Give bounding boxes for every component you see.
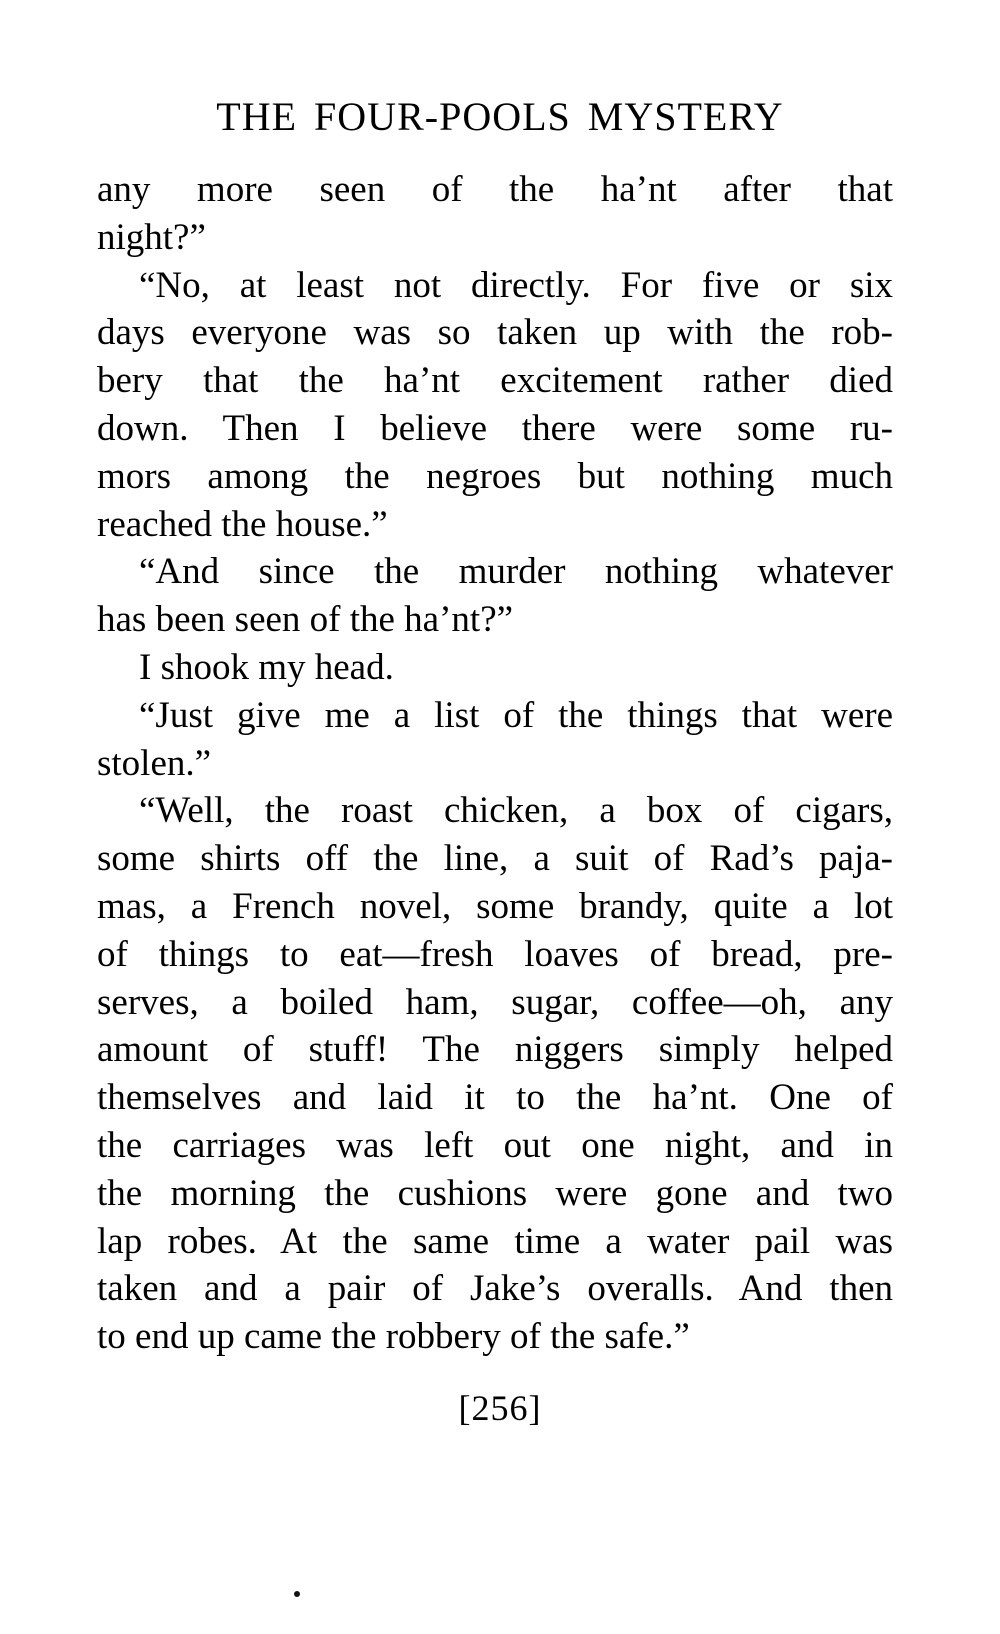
text-line: the morning the cushions were gone and two [97,1172,893,1214]
text-line: to end up came the robbery of the safe.” [97,1316,690,1358]
text-line: stolen.” [97,742,212,784]
text-line: “Just give me a list of the things that were [139,694,893,736]
text-line: amount of stuff! The niggers simply helped [97,1029,893,1071]
body-text [97,166,893,1361]
text-line: “No, at least not directly. For five or six [139,264,893,306]
text-line: reached the house.” [97,503,388,545]
page-number: [256] [458,1388,542,1428]
text-line: days everyone was so taken up with the rob- [97,312,893,354]
text-line: mas, a French novel, some brandy, quite a lot [97,885,893,927]
text-line: down. Then I believe there were some ru- [97,407,893,449]
text-line: serves, a boiled ham, sugar, coffee—oh, any [97,981,893,1023]
text-line: taken and a pair of Jake’s overalls. And then [97,1268,893,1310]
running-head: THE FOUR-POOLS MYSTERY [216,94,784,139]
text-line: bery that the ha’nt excitement rather died [97,360,893,402]
text-line: some shirts off the line, a suit of Rad’s paja- [97,838,893,880]
text-line: any more seen of the ha’nt after that [97,169,893,210]
text-line: I shook my head. [139,646,394,688]
text-line: lap robes. At the same time a water pail was [97,1220,893,1262]
ink-speck [294,1591,300,1597]
text-line: night?” [97,216,206,258]
text-line: mors among the negroes but nothing much [97,455,893,497]
text-line: of things to eat—fresh loaves of bread, pre- [97,933,893,975]
text-line: has been seen of the ha’nt?” [97,599,514,641]
text-line: themselves and laid it to the ha’nt. One of [97,1077,893,1119]
text-line: “Well, the roast chicken, a box of cigars, [139,790,893,832]
text-line: “And since the murder nothing whatever [139,551,893,593]
text-line: the carriages was left out one night, and in [97,1124,893,1166]
